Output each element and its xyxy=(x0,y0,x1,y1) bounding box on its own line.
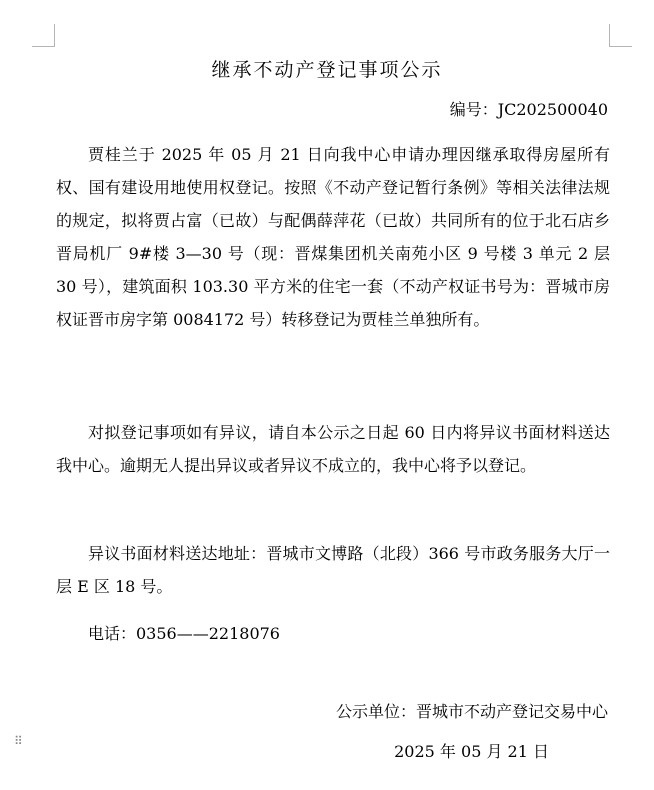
paragraph-text: 贾桂兰于 2025 年 05 月 21 日向我中心申请办理因继承取得房屋所有权、国有建设用地使用权登记。按照《不动产登记暂行条例》等相关法律法规的规定，拟将贾占富（已故）与配偶薛萍花（已故）共同所有的位于北石店乡晋局机厂 9#楼 3—30 号（现：晋煤集团机关南苑小区 9 号楼 3 单元 2 层 30 号），建筑面积 103.30 平方米的住宅一套（不动产权证书号为：晋城市房权证晋市房字第 0084172 号）转移登记为贾桂兰单独所有。 xyxy=(56,145,610,329)
drag-handle-icon[interactable]: ⠿ xyxy=(14,734,23,748)
paragraph-phone xyxy=(56,617,610,650)
paragraph-application xyxy=(56,138,610,336)
paragraph-address xyxy=(56,537,610,603)
document-number: 编号：JC202500040 xyxy=(449,100,608,119)
document-title: 继承不动产登记事项公示 xyxy=(211,59,443,81)
signature-unit: 公示单位：晋城市不动产登记交易中心 xyxy=(335,702,608,721)
crop-mark-top-right xyxy=(609,24,632,47)
signature-date: 2025 年 05 月 21 日 xyxy=(394,742,549,761)
paragraph-objection xyxy=(56,416,610,482)
paragraph-text: 异议书面材料送达地址：晋城市文博路（北段）366 号市政务服务大厅一层 E 区 18 号。 xyxy=(56,544,610,596)
crop-mark-top-left xyxy=(32,24,55,47)
paragraph-text: 对拟登记事项如有异议，请自本公示之日起 60 日内将异议书面材料送达我中心。逾期无人提出异议或者异议不成立的，我中心将予以登记。 xyxy=(56,423,610,475)
paragraph-text: 电话：0356——2218076 xyxy=(88,624,280,643)
